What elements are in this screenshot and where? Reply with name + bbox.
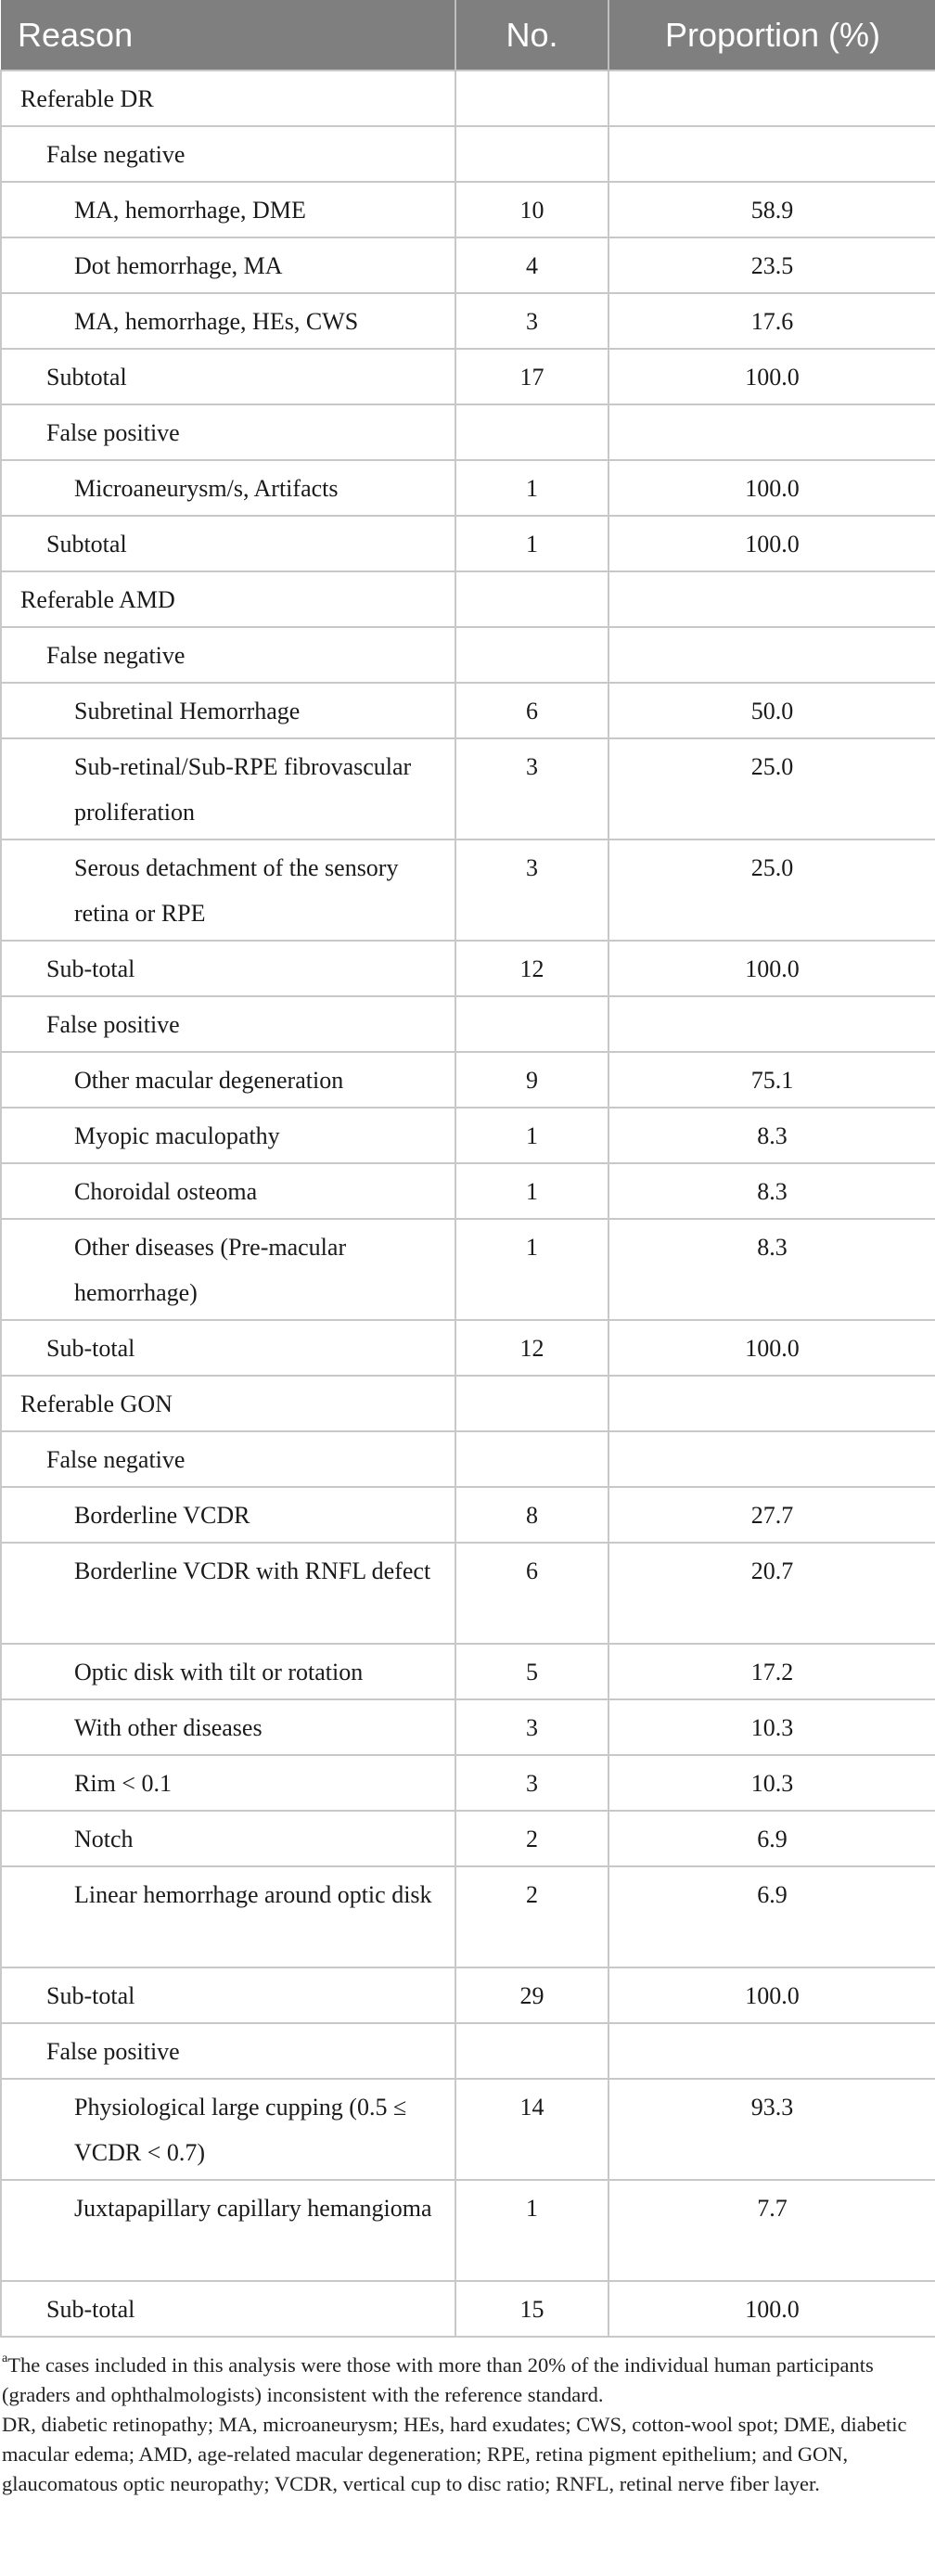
table-row [1,1811,935,1866]
group-label-cell: False positive [1,996,455,1052]
table-row [1,237,935,293]
proportion-cell: 17.2 [608,1644,935,1699]
table-row [1,941,935,996]
table-row [1,460,935,516]
footnote-marker: a [2,2352,8,2365]
count-cell [455,627,608,683]
table-body [1,70,935,2337]
count-cell [455,1431,608,1487]
reason-cell: MA, hemorrhage, DME [1,182,455,237]
table-row [1,2180,935,2281]
header-no: No. [455,0,608,70]
header-proportion: Proportion (%) [664,15,881,54]
reason-cell: Optic disk with tilt or rotation [1,1644,455,1699]
count-cell: 2 [455,1866,608,1967]
proportion-cell [608,571,935,627]
group-label-cell: Sub-total [1,941,455,996]
count-cell [455,126,608,182]
table-row [1,839,935,941]
count-cell: 8 [455,1487,608,1543]
reason-cell: Sub-retinal/Sub-RPE fibrovascular proliferation [1,738,455,839]
section-heading-cell: Referable GON [1,1376,455,1431]
reason-cell: With other diseases [1,1699,455,1755]
proportion-cell: 20.7 [608,1543,935,1644]
table-row [1,1866,935,1967]
proportion-cell: 50.0 [608,683,935,738]
reason-cell: Juxtapapillary capillary hemangioma [1,2180,455,2281]
count-cell: 1 [455,1219,608,1320]
proportion-cell: 23.5 [608,237,935,293]
count-cell: 6 [455,683,608,738]
proportion-cell [608,996,935,1052]
table-row [1,1644,935,1699]
table-row [1,182,935,237]
table-row [1,70,935,126]
count-cell [455,571,608,627]
table-row [1,349,935,404]
count-cell: 1 [455,2180,608,2281]
table-row [1,627,935,683]
table-row [1,126,935,182]
table-row [1,996,935,1052]
proportion-cell: 100.0 [608,941,935,996]
table-row [1,1699,935,1755]
group-label-cell: Sub-total [1,2281,455,2337]
table-row [1,1431,935,1487]
group-label-cell: False positive [1,404,455,460]
count-cell: 5 [455,1644,608,1699]
table-row [1,1967,935,2023]
proportion-cell: 100.0 [608,516,935,571]
proportion-cell [608,2023,935,2079]
group-label-cell: False negative [1,1431,455,1487]
reason-cell: Other diseases (Pre-macular hemorrhage) [1,1219,455,1320]
count-cell: 4 [455,237,608,293]
proportion-cell [608,627,935,683]
reason-cell: Physiological large cupping (0.5 ≤ VCDR < 0.7) [1,2079,455,2180]
count-cell: 10 [455,182,608,237]
count-cell: 3 [455,1755,608,1811]
proportion-cell: 27.7 [608,1487,935,1543]
table-row [1,1755,935,1811]
proportion-cell [608,70,935,126]
count-cell: 14 [455,2079,608,2180]
table-row [1,1052,935,1108]
count-cell [455,2023,608,2079]
reason-cell: Subretinal Hemorrhage [1,683,455,738]
count-cell: 3 [455,1699,608,1755]
proportion-cell: 10.3 [608,1755,935,1811]
count-cell [455,70,608,126]
proportion-cell: 100.0 [608,1967,935,2023]
count-cell: 9 [455,1052,608,1108]
proportion-cell: 6.9 [608,1866,935,1967]
reason-cell: Choroidal osteoma [1,1163,455,1219]
footnote-a [2,2351,935,2410]
proportion-cell: 100.0 [608,2281,935,2337]
table-row [1,2023,935,2079]
count-cell: 12 [455,941,608,996]
reason-cell: Borderline VCDR with RNFL defect [1,1543,455,1644]
group-label-cell: False positive [1,2023,455,2079]
table-footnotes [0,2338,935,2499]
proportion-cell: 7.7 [608,2180,935,2281]
proportion-cell: 25.0 [608,839,935,941]
reason-cell: Notch [1,1811,455,1866]
proportion-cell: 58.9 [608,182,935,237]
count-cell: 2 [455,1811,608,1866]
count-cell: 3 [455,293,608,349]
group-label-cell: False negative [1,627,455,683]
proportion-cell: 100.0 [608,349,935,404]
header-row [1,0,935,70]
table-row [1,516,935,571]
group-label-cell: Subtotal [1,349,455,404]
table-row [1,1108,935,1163]
count-cell: 3 [455,738,608,839]
group-label-cell: Sub-total [1,1967,455,2023]
table-row [1,1487,935,1543]
count-cell: 1 [455,1108,608,1163]
footnote-a-text: The cases included in this analysis were those with more than 20% of the individual human participants (graders and ophthalmologists) inconsistent with the reference standard. [2,2353,874,2406]
reason-cell: MA, hemorrhage, HEs, CWS [1,293,455,349]
reason-cell: Linear hemorrhage around optic disk [1,1866,455,1967]
table-row [1,404,935,460]
table-row [1,683,935,738]
count-cell: 1 [455,516,608,571]
count-cell [455,1376,608,1431]
table-row [1,1163,935,1219]
count-cell: 3 [455,839,608,941]
table-row [1,2079,935,2180]
count-cell: 1 [455,1163,608,1219]
count-cell [455,404,608,460]
proportion-cell: 10.3 [608,1699,935,1755]
reason-cell: Dot hemorrhage, MA [1,237,455,293]
proportion-cell: 8.3 [608,1163,935,1219]
group-label-cell: Sub-total [1,1320,455,1376]
proportion-cell [608,1376,935,1431]
reason-cell: Myopic maculopathy [1,1108,455,1163]
proportion-cell: 100.0 [608,1320,935,1376]
reason-cell: Rim < 0.1 [1,1755,455,1811]
reason-cell: Microaneurysm/s, Artifacts [1,460,455,516]
table-row [1,1543,935,1644]
count-cell: 15 [455,2281,608,2337]
table-row [1,293,935,349]
section-heading-cell: Referable AMD [1,571,455,627]
count-cell: 12 [455,1320,608,1376]
proportion-cell: 8.3 [608,1219,935,1320]
reason-cell: Other macular degeneration [1,1052,455,1108]
proportion-cell [608,404,935,460]
proportion-cell: 8.3 [608,1108,935,1163]
proportion-cell: 100.0 [608,460,935,516]
table-header [1,0,935,70]
count-cell: 17 [455,349,608,404]
group-label-cell: Subtotal [1,516,455,571]
abbreviations-note: DR, diabetic retinopathy; MA, microaneurysm; HEs, hard exudates; CWS, cotton-wool spot; DME, diabetic macular edema; AMD, age-related macular degeneration; RPE, retina pigment epithelium; and GON, glaucomatous optic neuropathy; VCDR, vertical cup to disc ratio; RNFL, retinal nerve fiber layer. [2,2413,907,2495]
proportion-cell [608,1431,935,1487]
count-cell: 6 [455,1543,608,1644]
table-row [1,1376,935,1431]
proportion-cell: 6.9 [608,1811,935,1866]
reason-cell: Borderline VCDR [1,1487,455,1543]
count-cell [455,996,608,1052]
proportion-cell: 75.1 [608,1052,935,1108]
count-cell: 1 [455,460,608,516]
table-row [1,738,935,839]
proportion-cell [608,126,935,182]
group-label-cell: False negative [1,126,455,182]
table-row [1,1320,935,1376]
table-row [1,1219,935,1320]
table-row [1,2281,935,2337]
proportion-cell: 93.3 [608,2079,935,2180]
header-reason: Reason [1,0,455,70]
table-row [1,571,935,627]
proportion-cell: 25.0 [608,738,935,839]
section-heading-cell: Referable DR [1,70,455,126]
reason-cell: Serous detachment of the sensory retina or RPE [1,839,455,941]
proportion-cell: 17.6 [608,293,935,349]
count-cell: 29 [455,1967,608,2023]
